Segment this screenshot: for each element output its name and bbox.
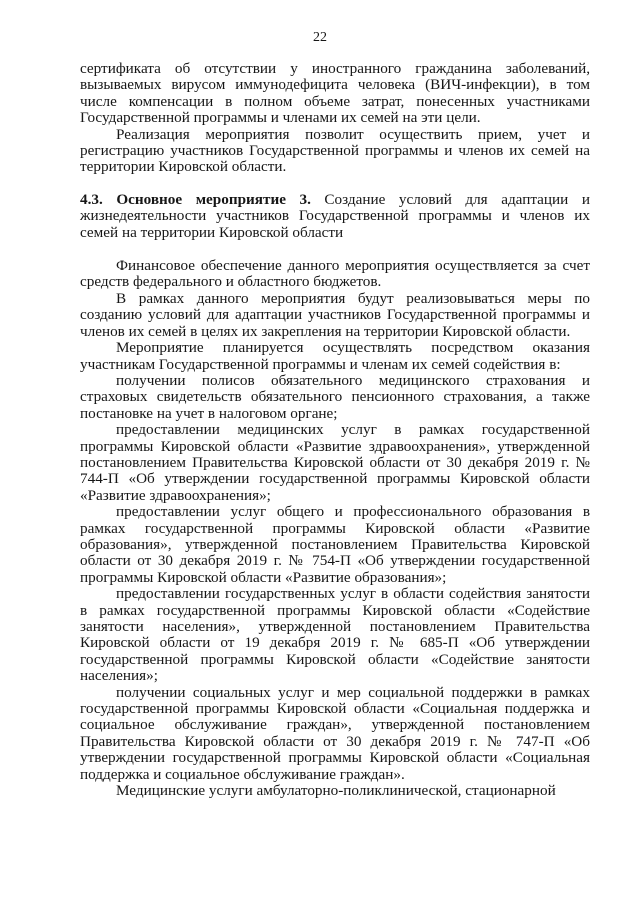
document-body [80, 61, 590, 799]
paragraph-measures: В рамках данного мероприятия будут реализовываться меры по созданию условий для адаптации участников Государственной программы и членов их семей в целях их закрепления на территории Кировской области. [80, 289, 590, 340]
paragraph-implementation: Реализация мероприятия позволит осуществить прием, учет и регистрацию участников Государственной программы и членов их семей на территории Кировской области. [80, 125, 590, 176]
list-item-employment: предоставлении государственных услуг в области содействия занятости в рамках государственной программы Кировской области «Содействие занятости населения», утвержденной постановлением Правительства Кировской области от 19 декабря 2019 г. № 685-П «Об утверждении государственной программы Кировской области «Содействие занятости населения»; [80, 585, 590, 685]
paragraph-financing: Финансовое обеспечение данного мероприятия осуществляется за счет средств федерального и областного бюджетов. [80, 257, 590, 291]
section-heading-number: 4.3. Основное мероприятие 3. [80, 190, 311, 208]
paragraph-assistance-intro: Мероприятие планируется осуществлять посредством оказания участникам Государственной программы и членам их семей содействия в: [80, 339, 590, 373]
list-item-education: предоставлении услуг общего и профессионального образования в рамках государственной программы Кировской области «Развитие образования», утвержденной постановлением Правительства Кировской области от 30 декабря 2019 г. № 754-П «Об утверждении государственной программы Кировской области «Развитие образования»; [80, 503, 590, 586]
list-item-social: получении социальных услуг и мер социальной поддержки в рамках государственной программы Кировской области «Социальная поддержка и социальное обслуживание граждан», утвержденной постановлением Правительства Кировской области от 30 декабря 2019 г. № 747-П «Об утверждении государственной программы Кировской области «Социальная поддержка и социальное обслуживание граждан». [80, 683, 590, 783]
section-heading-title: Создание условий для адаптации и жизнедеятельности участников Государственной программы и членов их семей на территории Кировской области [80, 190, 590, 241]
list-item-insurance: получении полисов обязательного медицинского страхования и страховых свидетельств обязательного пенсионного страхования, а также постановке на учет в налоговом органе; [80, 371, 590, 422]
paragraph-certificate: сертификата об отсутствии у иностранного гражданина заболеваний, вызываемых вирусом иммунодефицита человека (ВИЧ-инфекции), в том числе компенсации в полном объеме затрат, понесенных участниками Государственной программы и членами их семей на эти цели. [80, 60, 590, 127]
list-item-medical: предоставлении медицинских услуг в рамках государственной программы Кировской области «Развитие здравоохранения», утвержденной постановлением Правительства Кировской области от 30 декабря 2019 г. № 744-П «Об утверждении государственной программы Кировской области «Развитие здравоохранения»; [80, 421, 590, 504]
paragraph-medical-services: Медицинские услуги амбулаторно-поликлинической, стационарной [116, 782, 556, 800]
section-heading [80, 192, 590, 241]
page-number: 22 [313, 30, 327, 45]
